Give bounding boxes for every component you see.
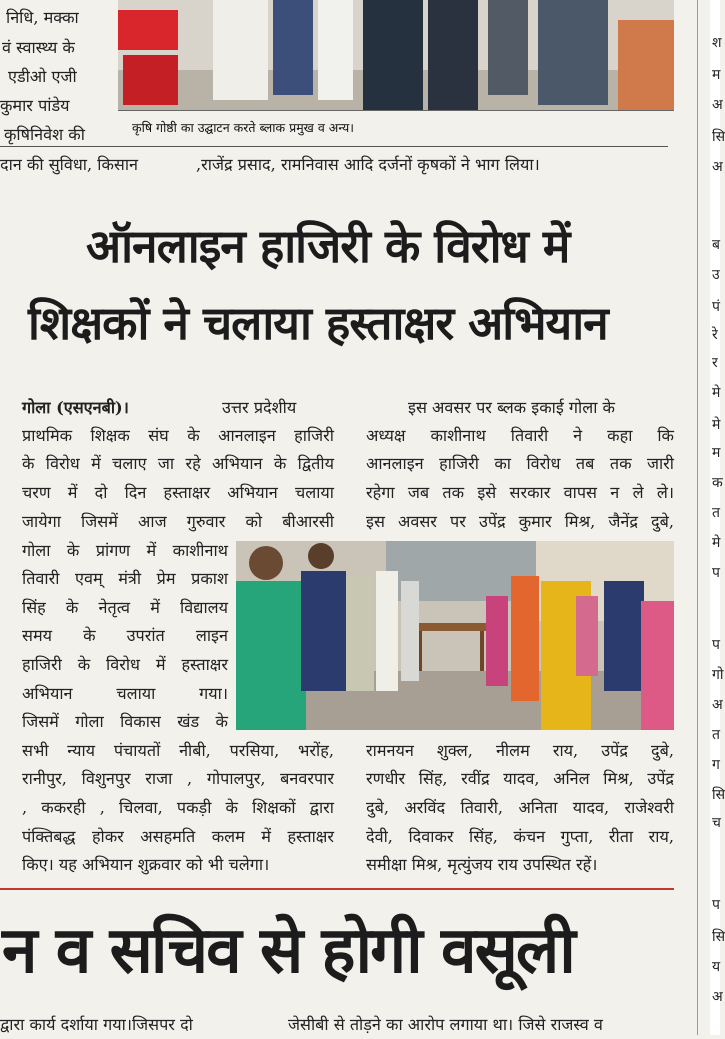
right-edge-fragment: प (712, 565, 720, 581)
top-left-line: कृषिनिवेश की (4, 125, 85, 144)
right-edge-fragment: अ (712, 697, 723, 713)
article-left-line: सिंह के नेतृत्व में विद्यालय (22, 598, 228, 617)
article-left-line: प्राथमिक शिक्षक संघ के आनलाइन हाजिरी (22, 426, 334, 445)
article-left-line: पंक्तिबद्ध होकर असहमति कलम में हस्ताक्षर (22, 827, 334, 846)
right-edge-fragment: ग (712, 757, 720, 773)
article-left-line: गोला के प्रांगण में काशीनाथ (22, 541, 228, 560)
article-right-line: दुबे, अरविंद तिवारी, अनिता यादव, राजेश्वरी (366, 798, 674, 817)
article-left-line: हाजिरी के विरोध में हस्ताक्षर (22, 655, 228, 674)
right-edge-fragment: श (712, 35, 722, 51)
article-left-line: समय के उपरांत लाइन (22, 626, 228, 645)
article-left-line: जायेगा जिसमें आज गुरुवार को बीआरसी (22, 512, 334, 531)
article-left-line: उत्तर प्रदेशीय (222, 398, 297, 417)
article-left-line: अभियान चलाया गया। (22, 684, 228, 703)
article-left-line: तिवारी एवम् मंत्री प्रेम प्रकाश (22, 569, 228, 588)
right-edge-fragment: म (712, 445, 721, 461)
top-left-line: कुमार पांडेय (0, 96, 70, 115)
article-left-line: चरण में दो दिन हस्ताक्षर अभियान चलाया (22, 483, 334, 502)
right-edge-fragment: गो (712, 667, 724, 683)
article-left-line: सभी न्याय पंचायतों नीबी, परसिया, भरोंह, (22, 741, 334, 760)
article-right-line: देवी, दिवाकर सिंह, कंचन गुप्ता, रीता राय, (366, 827, 674, 846)
article-left-line: किए। यह अभियान शुक्रवार को भी चलेगा। (22, 855, 270, 874)
top-left-line: एडीओ एजी (8, 67, 77, 86)
right-edge-fragment: अ (712, 989, 723, 1005)
article-right-line: इस अवसर पर ब्लक इकाई गोला के (408, 398, 615, 417)
right-edge-fragment: त (712, 505, 720, 521)
right-edge-fragment: त (712, 727, 720, 743)
bottom-strip-right: जेसीबी से तोड़ने का आरोप लगाया था। जिसे राजस्व व (288, 1015, 603, 1034)
right-edge-fragment: पं (712, 299, 720, 315)
right-edge-fragment: प (712, 637, 720, 653)
article-photo (236, 541, 674, 730)
photo-caption: कृषि गोष्ठी का उद्घाटन करते ब्लाक प्रमुख व अन्य। (132, 120, 355, 135)
top-left-line: दान की सुविधा, किसान (0, 155, 139, 174)
headline-line-1: ऑनलाइन हाजिरी के विरोध में (86, 219, 570, 273)
right-edge-fragment: उ (712, 267, 720, 283)
bottom-strip-left: द्वारा कार्य दर्शाया गया।जिसपर दो (0, 1015, 193, 1034)
top-photo-illustration (118, 0, 674, 110)
article-left-line: जिसमें गोला विकास खंड के (22, 712, 228, 731)
bottom-headline: न व सचिव से होगी वसूली (2, 914, 574, 988)
right-edge-fragment: सि (712, 929, 725, 945)
right-edge-fragment: य (712, 959, 721, 975)
right-edge-fragment: क (712, 475, 723, 491)
right-edge-fragment: मे (712, 385, 721, 401)
right-edge-fragment: अ (712, 159, 723, 175)
article-dateline: गोला (एसएनबी)। (22, 398, 129, 417)
right-edge-fragment: रे (712, 327, 718, 343)
article-left-line: के विरोध में चलाए जा रहे अभियान के द्वितीय (22, 454, 334, 473)
right-edge-fragment: ब (712, 237, 720, 253)
article-left-line: , ककरही , चिलवा, पकड़ी के शिक्षकों द्वारा (22, 798, 334, 817)
right-edge-fragment: अ (712, 97, 723, 113)
article-right-line: रणधीर सिंह, रवींद्र यादव, अनिल मिश्र, उपेंद्र (366, 769, 674, 788)
right-edge-fragment: मे (712, 417, 721, 433)
right-edge-fragment: प (712, 897, 720, 913)
right-edge-fragment: सि (712, 787, 725, 803)
right-edge-fragment: मे (712, 535, 721, 551)
right-edge-column (700, 0, 725, 1035)
article-right-line: इस अवसर पर उपेंद्र कुमार मिश्र, जैनेंद्र दुबे, (366, 512, 674, 531)
article-right-line: समीक्षा मिश्र, मृत्युंजय राय उपस्थित रहें। (366, 855, 598, 874)
right-edge-fragment: च (712, 815, 721, 831)
article-photo-illustration (236, 541, 674, 730)
headline-line-2: शिक्षकों ने चलाया हस्ताक्षर अभियान (28, 296, 608, 350)
top-photo (118, 0, 674, 110)
top-bottom-right-text: ,राजेंद्र प्रसाद, रामनिवास आदि दर्जनों कृषकों ने भाग लिया। (196, 155, 540, 174)
right-edge-fragment: र (712, 355, 718, 371)
top-left-line: निधि, मक्का (6, 8, 79, 27)
right-edge-fragment: म (712, 67, 721, 83)
article-left-line: रानीपुर, विशुनपुर राजा , गोपालपुर, बनवरपार (22, 769, 334, 788)
article-right-line: आनलाइन हाजिरी का विरोध तब तक जारी (366, 454, 674, 473)
article-right-line: अध्यक्ष काशीनाथ तिवारी ने कहा कि (366, 426, 674, 445)
top-left-line: वं स्वास्थ्य के (2, 38, 75, 57)
article-right-line: रामनयन शुक्ल, नीलम राय, उपेंद्र दुबे, (366, 741, 674, 760)
article-right-line: रहेगा जब तक इसे सरकार वापस न ले ले। (366, 483, 674, 502)
right-edge-fragment: सि (712, 129, 725, 145)
